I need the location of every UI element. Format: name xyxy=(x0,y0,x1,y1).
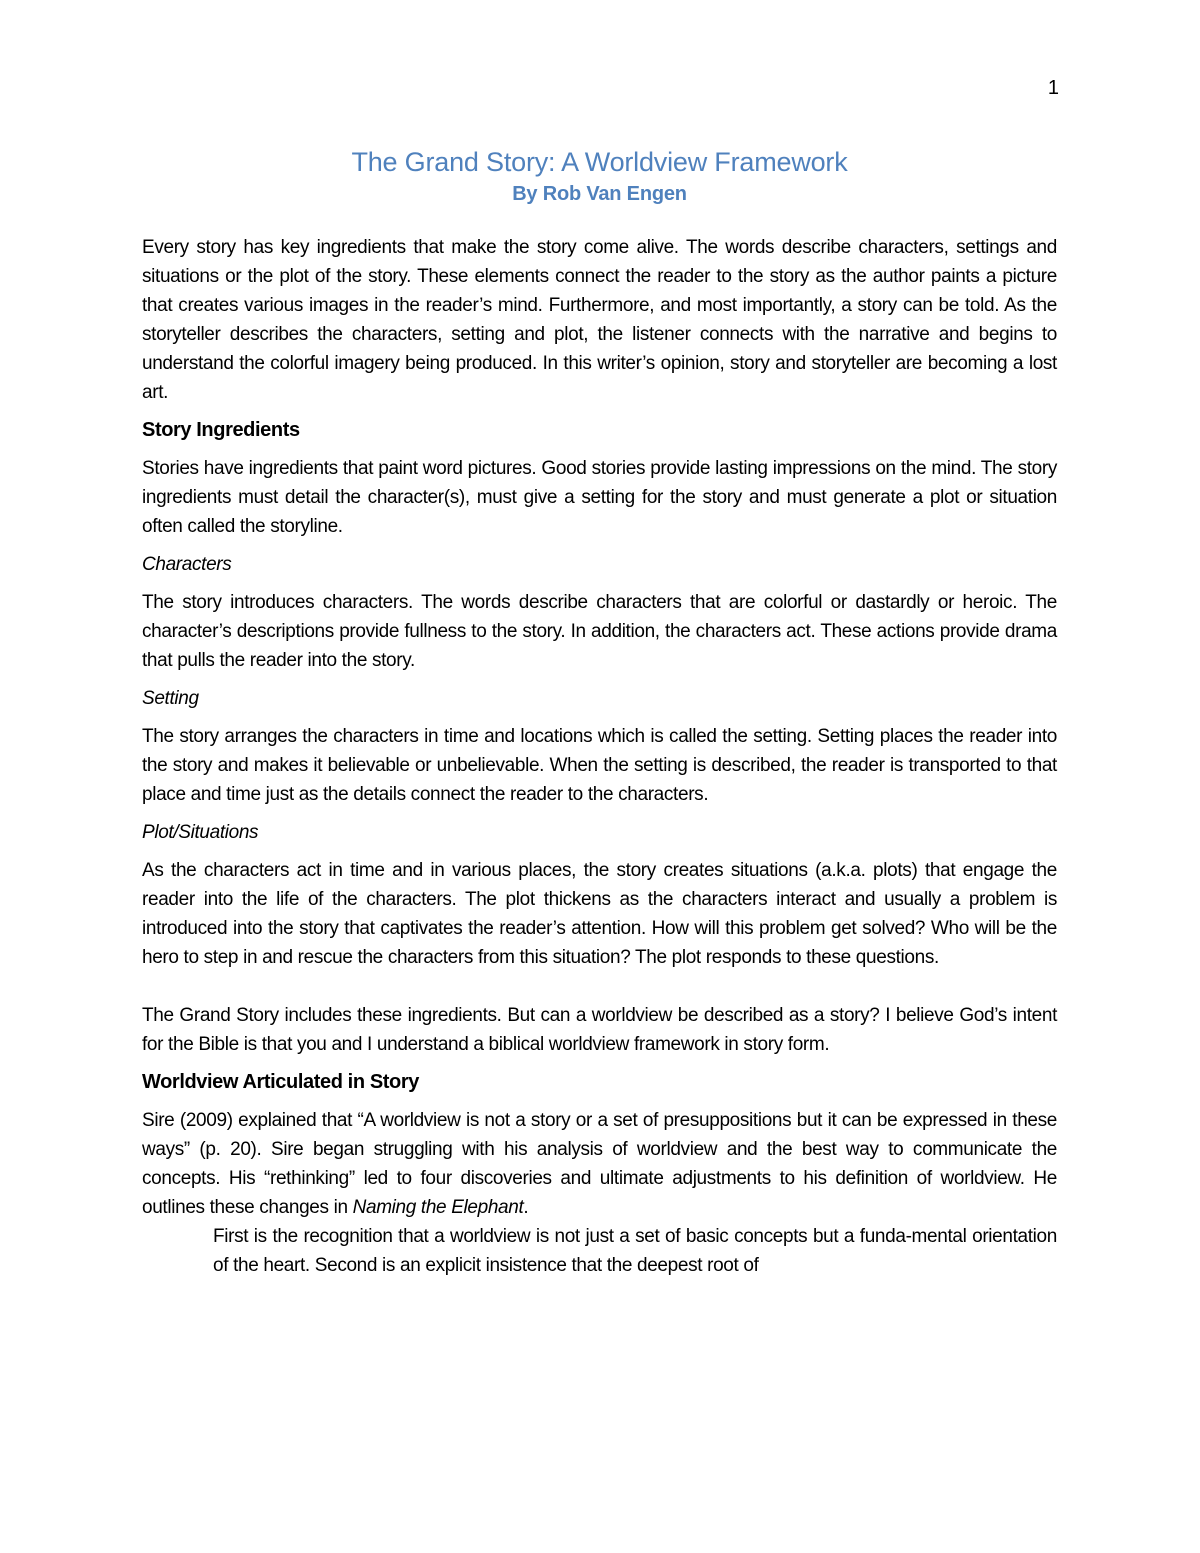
characters-paragraph: The story introduces characters. The words describe characters that are colorful or dastardly or heroic. The character’s descriptions provide fullness to the story. In addition, the characters act. These actions provide drama that pulls the reader into the story. xyxy=(142,592,1057,671)
worldview-paragraph xyxy=(142,1106,1057,1222)
heading-story-ingredients: Story Ingredients xyxy=(142,419,300,441)
page-number: 1 xyxy=(1047,77,1059,99)
book-title: Naming the Elephant xyxy=(352,1197,524,1218)
intro-paragraph: Every story has key ingredients that make the story come alive. The words describe characters, settings and situations or the plot of the story. These elements connect the reader to the story as the author paints a picture that creates various images in the reader’s mind. Furthermore, and most importantly, a story can be told. As the storyteller describes the characters, setting and plot, the listener connects with the narrative and begins to understand the colorful imagery being produced. In this writer’s opinion, story and storyteller are becoming a lost art. xyxy=(142,237,1057,403)
plot-paragraph: As the characters act in time and in various places, the story creates situations (a.k.a. plots) that engage the reader into the life of the characters. The plot thickens as the characters interact and usually a problem is introduced into the story that captivates the reader’s attention. How will this problem get solved? Who will be the hero to step in and rescue the characters from this situation? The plot responds to these questions. xyxy=(142,860,1057,968)
worldview-paragraph-text: Sire (2009) explained that “A worldview is not a story or a set of presuppositions but it can be expressed in these ways” (p. 20). Sire began struggling with his analysis of worldview and the best way to communicate the concepts. His “rethinking” led to four discoveries and ultimate adjustments to his definition of worldview. He outlines these changes in xyxy=(142,1110,1057,1218)
worldview-paragraph-end: . xyxy=(523,1197,529,1218)
subheading-plot: Plot/Situations xyxy=(142,822,259,843)
grand-story-paragraph: The Grand Story includes these ingredients. But can a worldview be described as a story? I believe God’s intent for the Bible is that you and I understand a biblical worldview framework in story form. xyxy=(142,1005,1057,1055)
subheading-characters: Characters xyxy=(142,554,232,575)
heading-worldview-articulated: Worldview Articulated in Story xyxy=(142,1071,419,1093)
document-body xyxy=(142,144,1057,1289)
setting-paragraph: The story arranges the characters in time and locations which is called the setting. Setting places the reader into the story and makes it believable or unbelievable. When the setting is described, the reader is transported to that place and time just as the details connect the reader to the characters. xyxy=(142,726,1057,805)
subheading-setting: Setting xyxy=(142,688,199,709)
document-title: The Grand Story: A Worldview Framework xyxy=(351,147,848,177)
document-byline: By Rob Van Engen xyxy=(512,183,687,205)
story-ingredients-paragraph: Stories have ingredients that paint word pictures. Good stories provide lasting impressions on the mind. The story ingredients must detail the character(s), must give a setting for the story and must generate a plot or situation often called the storyline. xyxy=(142,458,1057,537)
block-quote: First is the recognition that a worldview is not just a set of basic concepts but a funda-mental orientation of the heart. Second is an explicit insistence that the deepest root of xyxy=(213,1226,1057,1276)
paragraph-spacer xyxy=(142,981,1057,1001)
